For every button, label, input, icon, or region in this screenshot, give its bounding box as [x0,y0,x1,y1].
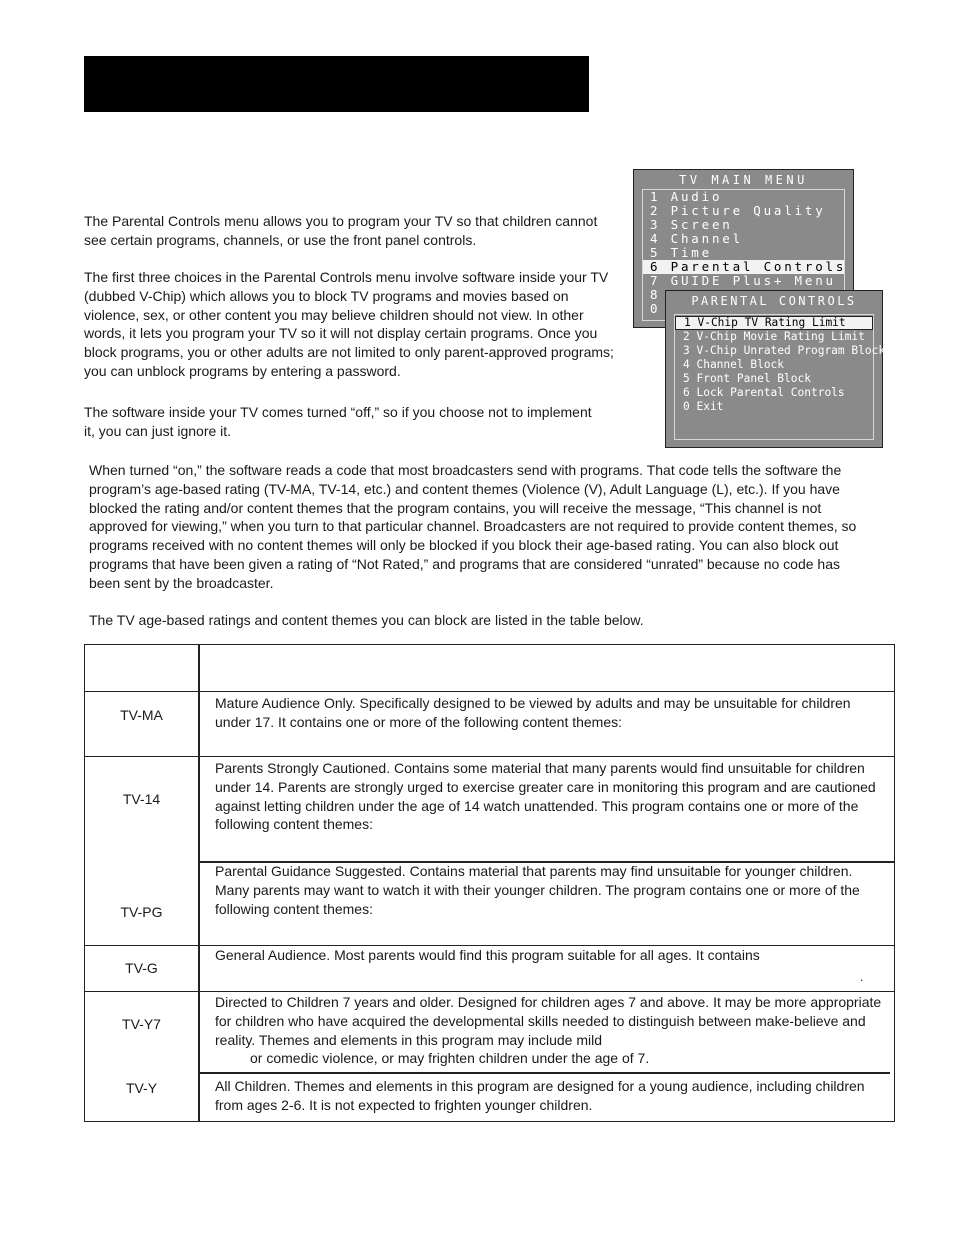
intro-paragraph-3: The software inside your TV comes turned “off,” so if you choose not to implement it, you can just ignore it. [84,404,592,439]
tv-g-trailing-mark: . [860,970,864,984]
menu-item-vchip-unrated-program-block[interactable]: 3 V-Chip Unrated Program Block [683,344,886,357]
rating-tv-ma: TV-MA [120,707,163,723]
rating-tv-y: TV-Y [125,1080,158,1096]
table-column-divider [198,645,200,1121]
rating-tv-y7: TV-Y7 [122,1016,161,1032]
header-bar [84,56,589,112]
menu-item-exit[interactable]: 0 Exit [683,400,724,413]
menu-item-parental-controls[interactable]: 6 Parental Controls [643,260,844,274]
parental-controls-menu-title: PARENTAL CONTROLS [691,294,857,308]
menu-item-vchip-movie-rating-limit[interactable]: 2 V-Chip Movie Rating Limit [683,330,865,343]
table-row-divider [85,756,894,757]
menu-item-guide-plus[interactable]: 7 GUIDE Plus+ Menu [650,273,836,288]
rating-description-tv-g: General Audience. Most parents would find this program suitable for all ages. It contains [215,947,760,963]
menu-item-picture-quality[interactable]: 2 Picture Quality [650,203,826,218]
parental-controls-menu-list [674,314,886,440]
tv-main-menu-title: TV MAIN MENU [679,173,808,187]
menu-item-0[interactable]: 0 [650,301,661,316]
menu-item-front-panel-block[interactable]: 5 Front Panel Block [683,372,811,385]
parental-controls-menu [665,290,886,448]
rating-description-tv-ma: Mature Audience Only. Specifically designed to be viewed by adults and may be unsuitable for children under 17. It contains one or more of the following content themes: [215,695,851,730]
rating-description-tv-y: All Children. Themes and elements in this program are designed for a young audience, including children from ages 2-6. It is not expected to frighten younger children. [215,1078,865,1113]
menu-item-channel[interactable]: 4 Channel [650,231,743,246]
menu-item-screen[interactable]: 3 Screen [650,217,733,232]
menu-item-channel-block[interactable]: 4 Channel Block [683,358,785,371]
rating-description-tv-y7-cont: or comedic violence, or may frighten children under the age of 7. [250,1050,650,1066]
body-paragraph-1: When turned “on,” the software reads a code that most broadcasters send with programs. That code tells the software the program’s age-based rating (TV-MA, TV-14, etc.) and content themes (Violence (V), Adult Language (L), etc.). If you have blocked the rating and/or content themes that the program contains, you will receive the message, “This channel is not approved for viewing,” when you turn to that particular channel. Broadcasters are not required to provide content themes, so programs received with no content themes will only be blocked if you block their age-based rating. You can also block out programs that have been given a rating of “Not Rated,” and programs that are considered “unrated” because no code has been sent by the broadcaster. [89,462,857,591]
rating-description-tv-y7: Directed to Children 7 years and older. Designed for children ages 7 and above. It may be more appropriate for children who have acquired the developmental skills needed to distinguish between make-believe and reality. Themes and elements in this program may include mild [215,994,882,1048]
rating-description-tv-14: Parents Strongly Cautioned. Contains some material that many parents would find unsuitable for children under 14. Parents are strongly urged to exercise greater care in monitoring this program and are cautioned against letting children under the age of 14 watch unattended. This program contains one or more of the following content themes: [215,760,876,833]
rating-tv-g: TV-G [125,960,158,976]
rating-tv-14: TV-14 [122,791,161,807]
table-row-divider [85,991,894,992]
rating-tv-pg: TV-PG [120,904,163,920]
table-row-divider [198,1072,890,1074]
menu-item-audio[interactable]: 1 Audio [650,189,723,204]
body-paragraph-2: The TV age-based ratings and content themes you can block are listed in the table below. [89,612,644,628]
rating-description-tv-pg: Parental Guidance Suggested. Contains material that parents may find unsuitable for younger children. Many parents may want to watch it with their younger children. The program contains one or more of the following content themes: [215,863,860,917]
menu-item-time[interactable]: 5 Time [650,245,712,260]
intro-paragraph-1: The Parental Controls menu allows you to program your TV so that children cannot see certain programs, channels, or use the front panel controls. [84,213,598,248]
table-header-divider [85,691,894,692]
intro-paragraph-2: The first three choices in the Parental Controls menu involve software inside your TV (dubbed V-Chip) which allows you to block TV programs and movies based on violence, sex, or other content you may believe children should not view. In other words, it lets you program your TV so it will not display certain programs. Once you block programs, you or other adults are not limited to only parent-approved programs; you can unblock programs by entering a password. [84,269,614,379]
menu-item-8[interactable]: 8 [650,287,661,302]
ratings-table [84,644,895,1122]
menu-item-lock-parental-controls[interactable]: 6 Lock Parental Controls [683,386,845,399]
menu-item-vchip-tv-rating-limit[interactable]: 1 V-Chip TV Rating Limit [675,316,873,330]
